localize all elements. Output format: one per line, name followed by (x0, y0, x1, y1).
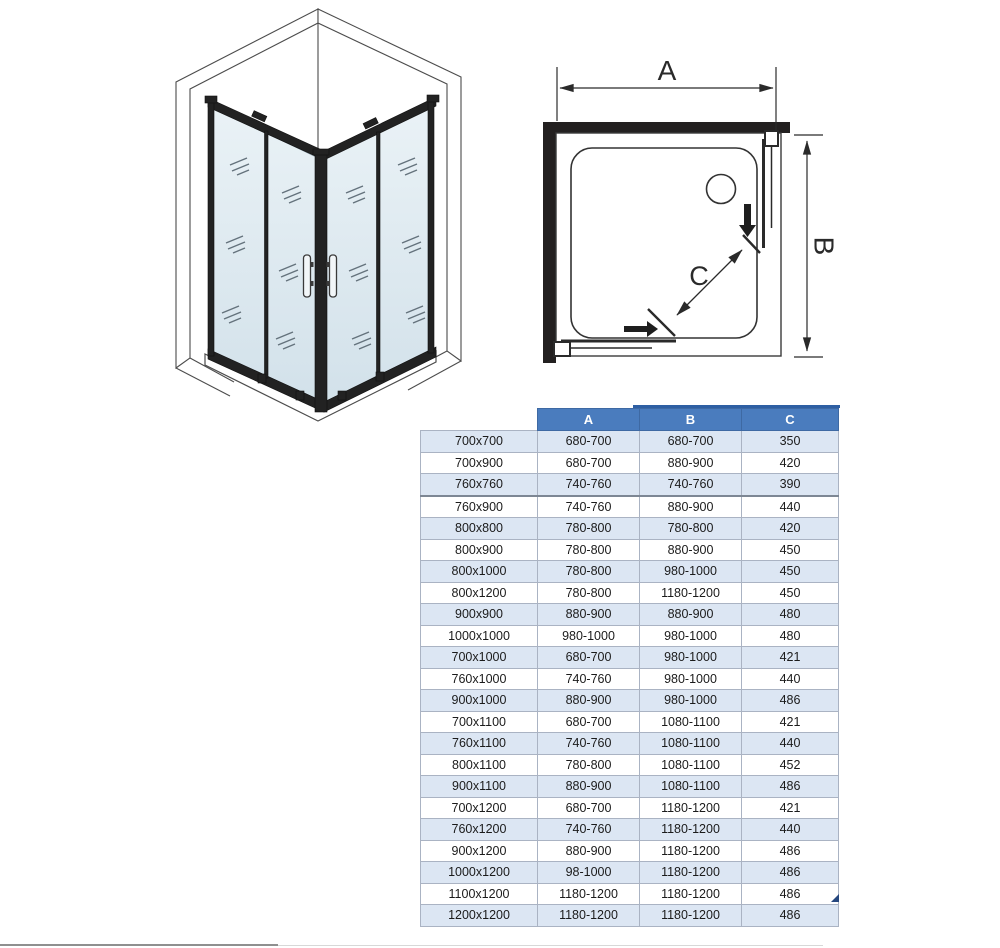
dimension-cell: 421 (742, 711, 839, 733)
size-table-header (421, 409, 839, 431)
dimension-cell: 486 (742, 862, 839, 884)
dimension-cell: 980-1000 (640, 668, 742, 690)
dimension-cell: 880-900 (640, 604, 742, 626)
bottom-scrollbar-line (0, 944, 278, 946)
dimension-cell: 780-800 (538, 561, 640, 583)
dim-label-b: B (808, 236, 840, 256)
table-row (421, 711, 839, 733)
shower-enclosure-plan-view (520, 40, 855, 380)
dimension-cell: 880-900 (538, 690, 640, 712)
dimension-cell: 780-800 (538, 754, 640, 776)
dimension-cell: 740-760 (538, 496, 640, 518)
dimension-cell: 420 (742, 518, 839, 540)
dimension-cell: 740-760 (640, 474, 742, 496)
handle-left (304, 255, 311, 297)
table-row (421, 668, 839, 690)
header-cell-a: A (538, 409, 640, 431)
dimension-cell: 740-760 (538, 474, 640, 496)
dimension-cell: 1080-1100 (640, 733, 742, 755)
dim-label-a: A (657, 55, 677, 86)
dimension-cell: 680-700 (538, 431, 640, 453)
size-cell: 760x1200 (421, 819, 538, 841)
table-row (421, 496, 839, 518)
table-resize-handle-icon (831, 894, 839, 902)
corner-post (315, 152, 327, 412)
table-row (421, 819, 839, 841)
dimension-cell: 680-700 (538, 452, 640, 474)
dimension-cell: 980-1000 (640, 561, 742, 583)
dimension-cell: 440 (742, 668, 839, 690)
table-row (421, 604, 839, 626)
dimension-cell: 880-900 (640, 539, 742, 561)
table-row (421, 625, 839, 647)
size-cell: 800x1200 (421, 582, 538, 604)
dimension-cell: 1180-1200 (640, 797, 742, 819)
dimension-cell: 1180-1200 (640, 883, 742, 905)
dimension-cell: 780-800 (538, 539, 640, 561)
dimension-cell: 486 (742, 776, 839, 798)
table-row (421, 582, 839, 604)
size-cell: 760x900 (421, 496, 538, 518)
table-row (421, 840, 839, 862)
header-cell-c: C (742, 409, 839, 431)
shower-enclosure-3d-view (150, 0, 480, 445)
dimension-cell: 980-1000 (538, 625, 640, 647)
dimension-cell: 880-900 (640, 452, 742, 474)
plan-top-wall (543, 122, 790, 133)
dimension-cell: 740-760 (538, 668, 640, 690)
dimension-cell: 421 (742, 647, 839, 669)
dimension-cell: 440 (742, 496, 839, 518)
size-cell: 760x760 (421, 474, 538, 496)
size-cell: 700x1000 (421, 647, 538, 669)
size-cell: 1100x1200 (421, 883, 538, 905)
bottom-scrollbar-track (278, 945, 823, 946)
dimension-cell: 780-800 (538, 518, 640, 540)
dimension-cell: 880-900 (538, 776, 640, 798)
size-table-body (421, 431, 839, 927)
table-row (421, 561, 839, 583)
table-row (421, 883, 839, 905)
size-cell: 900x1100 (421, 776, 538, 798)
table-row (421, 797, 839, 819)
dimension-cell: 350 (742, 431, 839, 453)
dimension-cell: 450 (742, 561, 839, 583)
mullion-right (377, 132, 381, 377)
table-row (421, 518, 839, 540)
dimension-cell: 1180-1200 (640, 582, 742, 604)
dimension-cell: 1180-1200 (640, 819, 742, 841)
table-row (421, 733, 839, 755)
right-door-bracket (765, 131, 778, 146)
table-row (421, 474, 839, 496)
dimension-cell: 390 (742, 474, 839, 496)
size-cell: 700x900 (421, 452, 538, 474)
dimension-cell: 880-900 (538, 604, 640, 626)
dimension-cell: 452 (742, 754, 839, 776)
table-row (421, 754, 839, 776)
header-blank-cell (421, 409, 538, 431)
size-table (420, 408, 839, 927)
size-cell: 800x1100 (421, 754, 538, 776)
size-cell: 800x1000 (421, 561, 538, 583)
dimension-cell: 1180-1200 (640, 905, 742, 927)
dimension-cell: 1080-1100 (640, 754, 742, 776)
dimension-cell: 480 (742, 604, 839, 626)
dimension-cell: 1180-1200 (538, 905, 640, 927)
table-row (421, 690, 839, 712)
dimension-cell: 440 (742, 819, 839, 841)
rail-roller-brackets (252, 111, 379, 129)
size-cell: 1000x1200 (421, 862, 538, 884)
dimension-cell: 680-700 (538, 647, 640, 669)
dimension-cell: 980-1000 (640, 690, 742, 712)
dimension-cell: 486 (742, 840, 839, 862)
size-cell: 700x700 (421, 431, 538, 453)
dimension-cell: 480 (742, 625, 839, 647)
dimension-cell: 780-800 (640, 518, 742, 540)
size-cell: 1200x1200 (421, 905, 538, 927)
size-cell: 800x800 (421, 518, 538, 540)
dimension-cell: 680-700 (538, 797, 640, 819)
dimension-cell: 780-800 (538, 582, 640, 604)
dimension-cell: 486 (742, 883, 839, 905)
dimension-cell: 440 (742, 733, 839, 755)
bottom-door-bracket (554, 342, 570, 356)
size-cell: 900x1000 (421, 690, 538, 712)
dimension-cell: 680-700 (538, 711, 640, 733)
size-cell: 760x1000 (421, 668, 538, 690)
dimension-cell: 980-1000 (640, 647, 742, 669)
plan-left-wall (543, 122, 556, 363)
table-row (421, 431, 839, 453)
size-cell: 800x900 (421, 539, 538, 561)
header-cell-b: B (640, 409, 742, 431)
dimension-cell: 680-700 (640, 431, 742, 453)
dimension-cell: 1180-1200 (538, 883, 640, 905)
dimension-cell: 486 (742, 905, 839, 927)
dimension-cell: 1180-1200 (640, 840, 742, 862)
size-cell: 700x1200 (421, 797, 538, 819)
table-row (421, 776, 839, 798)
mullion-left (265, 131, 269, 378)
size-cell: 900x900 (421, 604, 538, 626)
dimension-cell: 1080-1100 (640, 776, 742, 798)
size-cell: 700x1100 (421, 711, 538, 733)
dimension-cell: 420 (742, 452, 839, 474)
dimension-cell: 450 (742, 582, 839, 604)
dimension-cell: 98-1000 (538, 862, 640, 884)
end-post-right (428, 99, 434, 353)
dimension-cell: 421 (742, 797, 839, 819)
table-row (421, 452, 839, 474)
table-row (421, 647, 839, 669)
dimension-cell: 486 (742, 690, 839, 712)
table-row (421, 539, 839, 561)
end-post-left (208, 100, 214, 356)
dimension-cell: 880-900 (538, 840, 640, 862)
dimension-cell: 450 (742, 539, 839, 561)
dim-label-c: C (689, 261, 709, 291)
dimension-cell: 1180-1200 (640, 862, 742, 884)
handle-right (330, 255, 337, 297)
dimension-cell: 740-760 (538, 819, 640, 841)
dimension-cell: 980-1000 (640, 625, 742, 647)
table-row (421, 905, 839, 927)
dimension-cell: 1080-1100 (640, 711, 742, 733)
dimension-cell: 880-900 (640, 496, 742, 518)
size-cell: 1000x1000 (421, 625, 538, 647)
dimension-cell: 740-760 (538, 733, 640, 755)
size-cell: 900x1200 (421, 840, 538, 862)
table-row (421, 862, 839, 884)
size-cell: 760x1100 (421, 733, 538, 755)
